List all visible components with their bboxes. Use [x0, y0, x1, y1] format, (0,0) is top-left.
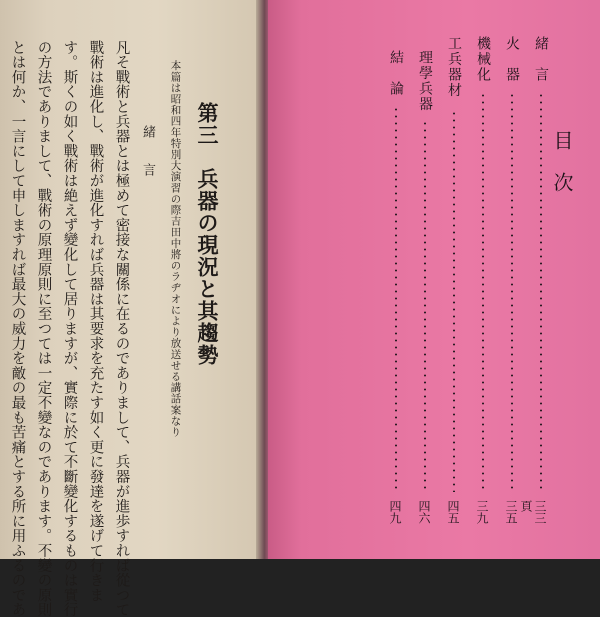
toc-item-page: 三五 — [504, 500, 518, 524]
toc-item-page: 四六 — [417, 500, 431, 524]
toc-item-label: 緒 言 — [533, 36, 549, 83]
toc-item-label: 工兵器材 — [446, 36, 462, 98]
chapter-title: 第三 兵器の現況と其趨勢 — [195, 102, 220, 366]
toc-leader-dots — [540, 92, 542, 492]
toc-leader-dots — [482, 92, 484, 492]
body-line-5: とは何か、一言にして申しますれば最大の威力を敵の最も苦痛とする所に用ふるのであ — [9, 40, 26, 617]
body-line-1: 凡そ戰術と兵器とは極めて密接な關係に在るのでありまして、兵器が進歩すれば從つて — [113, 40, 130, 617]
chapter-note: 本篇は昭和四年特別大演習の際吉田中將のラヂオにより放送せる講話案なり — [169, 60, 182, 438]
toc-item-page: 四九 — [388, 500, 402, 524]
body-line-3: す。斯くの如く戰術は絶えず變化して居りますが、實際に於て不斷變化するものは實行 — [61, 40, 78, 617]
page-column-header: 頁 — [519, 500, 533, 512]
left-page — [0, 0, 262, 617]
toc-leader-dots — [511, 92, 513, 492]
toc-item-page: 四五 — [446, 500, 460, 524]
toc-item-label: 結 論 — [388, 50, 404, 97]
section-heading: 緒 言 — [140, 125, 155, 182]
toc-item-label: 火 器 — [504, 36, 520, 83]
body-line-2: 戰術は進化し、戰術が進化すれば兵器は其要求を充たす如く更に發達を遂げて行きま — [87, 40, 104, 603]
toc-leader-dots — [424, 120, 426, 492]
toc-item-page: 三三 — [533, 500, 547, 524]
toc-item-label: 機械化 — [475, 36, 491, 83]
right-page — [268, 0, 600, 559]
toc-item-label: 理學兵器 — [417, 50, 433, 112]
toc-title: 目 次 — [550, 130, 574, 193]
toc-leader-dots — [395, 106, 397, 492]
body-line-4: の方法でありまして、戰術の原理原則に至つては一定不變なのであります。不變の原則 — [35, 40, 52, 617]
toc-item-page: 三九 — [475, 500, 489, 524]
toc-leader-dots — [453, 110, 455, 492]
